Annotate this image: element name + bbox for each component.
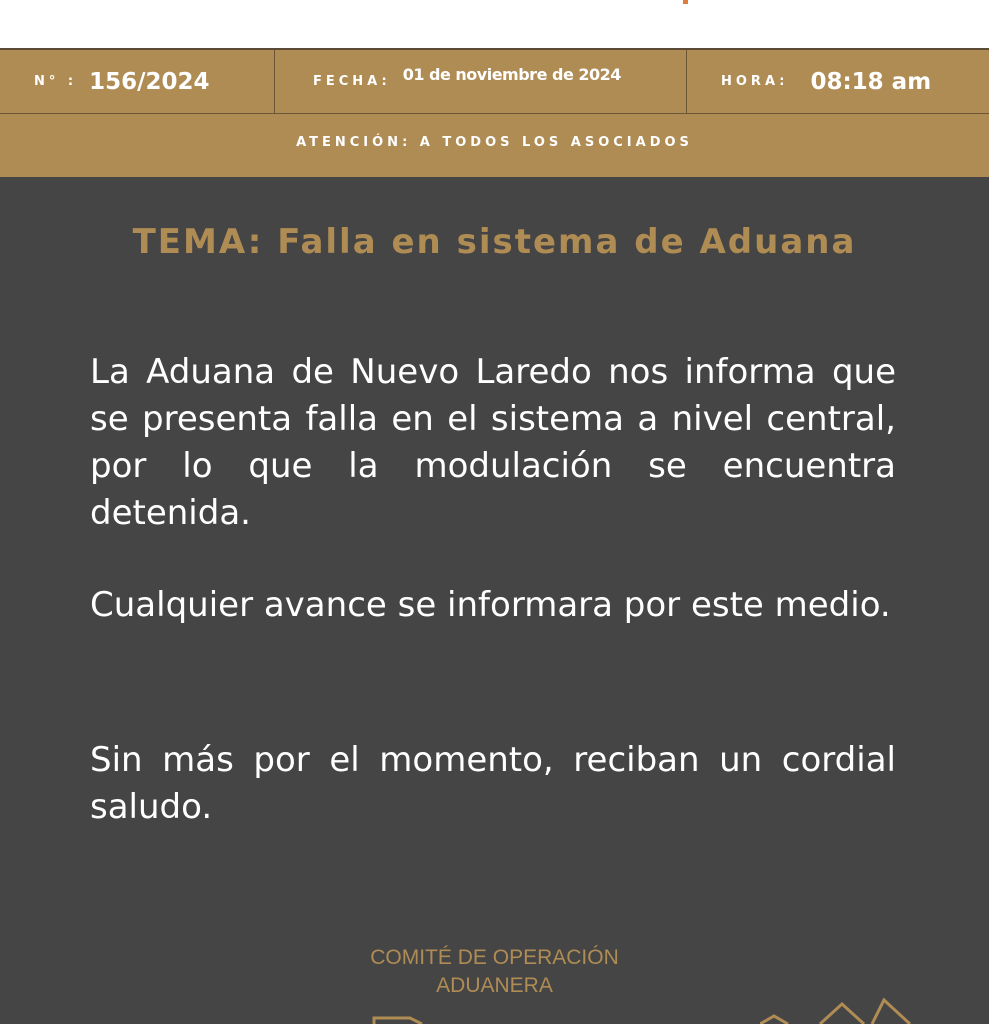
time-cell: [687, 50, 989, 113]
top-accent-mark: [683, 0, 688, 4]
date-cell: [275, 50, 687, 113]
footer-org-line-1: COMITÉ DE OPERACIÓN: [370, 946, 619, 969]
top-white-strip: [0, 0, 989, 48]
attention-text: ATENCIÓN: A TODOS LOS ASOCIADOS: [296, 135, 693, 150]
logo-mark-right-icon: [760, 996, 920, 1024]
date-value: 01 de noviembre de 2024: [402, 65, 621, 84]
logo-mark-left-icon: [370, 996, 430, 1024]
time-label: HORA:: [721, 74, 789, 89]
attention-bar: [0, 114, 989, 177]
body-paragraph-3: Sin más por el momento, reciban un cordial saludo.: [90, 740, 896, 827]
notice-number-cell: [0, 50, 275, 113]
body-paragraph-2: Cualquier avance se informara por este medio.: [90, 585, 891, 625]
time-value: 08:18 am: [810, 68, 932, 95]
body-paragraph-1: La Aduana de Nuevo Laredo nos informa que se presenta falla en el sistema a nivel central, por lo que la modulación se encuentra detenida.: [90, 352, 896, 533]
subject-title: TEMA: Falla en sistema de Aduana: [132, 222, 857, 262]
date-label: FECHA:: [313, 74, 391, 89]
footer-organization: [0, 944, 989, 1000]
number-label: N° :: [34, 74, 78, 89]
number-value: 156/2024: [89, 68, 210, 95]
footer-org-line-2: ADUANERA: [436, 974, 553, 997]
info-bar: [0, 48, 989, 114]
